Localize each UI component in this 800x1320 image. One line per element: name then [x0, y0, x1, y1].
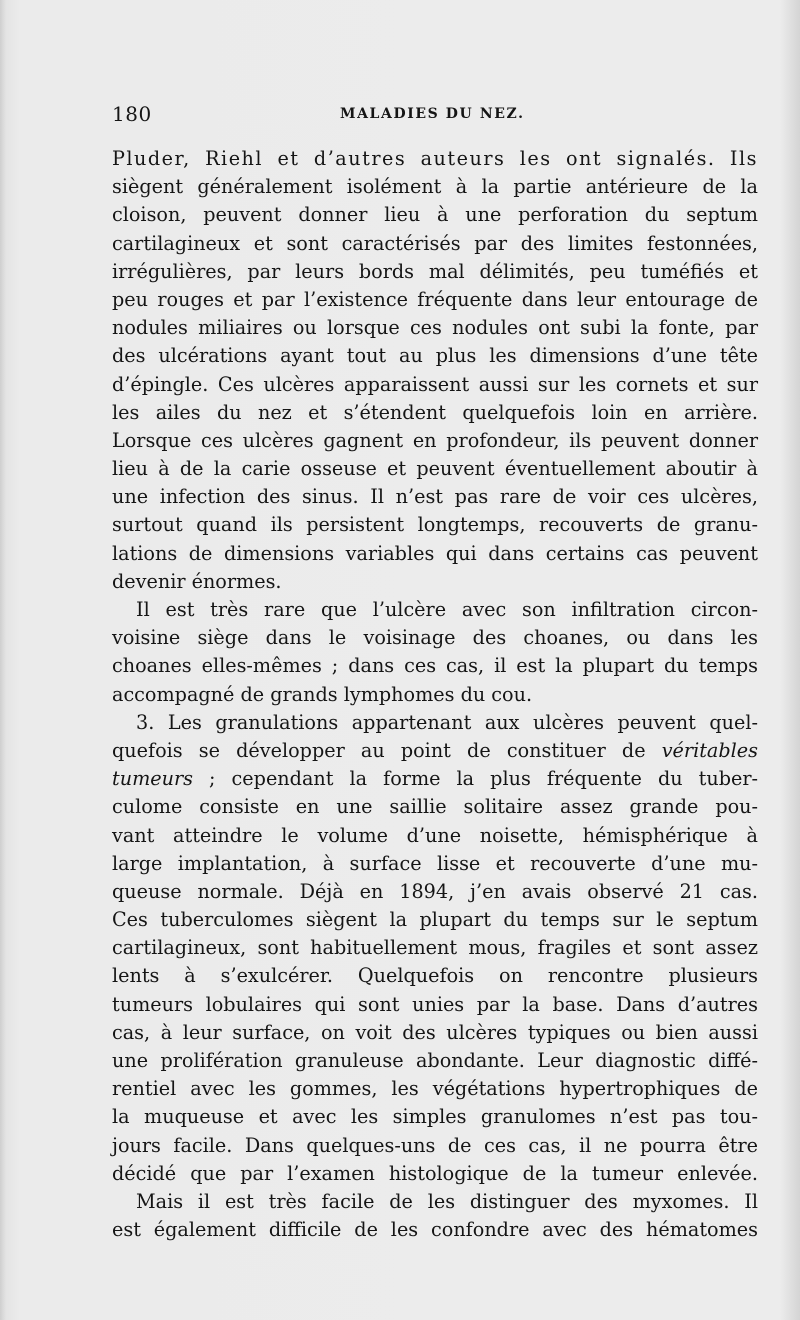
italic-term: véritables: [661, 738, 758, 762]
text-line: lents à s’exulcérer. Quelquefois on rencontre plusieurs: [112, 964, 758, 988]
text-line: devenir énormes.: [112, 569, 282, 593]
text-line: cloison, peuvent donner lieu à une perforation du septum: [112, 203, 758, 227]
running-head: [112, 100, 758, 130]
running-title: MALADIES DU NEZ.: [340, 106, 525, 122]
text-line: surtout quand ils persistent longtemps, recouverts de granu-: [112, 513, 758, 537]
text-line: Pluder, Riehl et d’autres auteurs les ont signalés. Ils: [112, 147, 758, 170]
text-line: culome consiste en une saillie solitaire assez grande pou-: [112, 795, 758, 819]
text-line: est également difficile de les confondre avec des hématomes: [112, 1218, 758, 1242]
text-run: quefois se développer au point de constituer de: [112, 738, 662, 762]
text-line: tumeurs lobulaires qui sont unies par la base. Dans d’autres: [112, 992, 758, 1016]
text-line: nodules miliaires ou lorsque ces nodules ont subi la fonte, par: [112, 316, 758, 340]
text-line: la muqueuse et avec les simples granulomes n’est pas tou-: [112, 1105, 758, 1129]
text-line: accompagné de grands lymphomes du cou.: [112, 682, 533, 706]
text-line: Mais il est très facile de les distinguer des myxomes. Il: [136, 1189, 758, 1213]
text-line: [112, 737, 758, 765]
text-line: les ailes du nez et s’étendent quelquefois loin en arrière.: [112, 400, 758, 424]
body-text: [112, 145, 758, 1244]
text-line: Ces tuberculomes siègent la plupart du temps sur le septum: [112, 908, 758, 932]
text-line: 3. Les granulations appartenant aux ulcères peuvent quel-: [136, 710, 758, 734]
page-number: 180: [112, 102, 152, 126]
text-line: jours facile. Dans quelques-uns de ces cas, il ne pourra être: [112, 1133, 758, 1157]
text-line: large implantation, à surface lisse et recouverte d’une mu-: [112, 851, 758, 875]
text-line: vant atteindre le volume d’une noisette, hémisphérique à: [112, 823, 758, 847]
text-line: [112, 765, 758, 793]
text-line: décidé que par l’examen histologique de la tumeur enlevée.: [112, 1161, 758, 1185]
text-line: siègent généralement isolément à la partie antérieure de la: [112, 175, 758, 199]
text-line: voisine siège dans le voisinage des choanes, ou dans les: [112, 626, 758, 650]
text-line: lieu à de la carie osseuse et peuvent éventuellement aboutir à: [112, 457, 758, 481]
text-line: rentiel avec les gommes, les végétations hypertrophiques de: [112, 1077, 758, 1101]
text-line: une infection des sinus. Il n’est pas rare de voir ces ulcères,: [112, 485, 758, 509]
text-line: d’épingle. Ces ulcères apparaissent aussi sur les cornets et sur: [112, 372, 758, 396]
text-run: ; cependant la forme la plus fréquente du tuber-: [193, 767, 758, 791]
text-line: des ulcérations ayant tout au plus les dimensions d’une tête: [112, 344, 758, 368]
text-line: lations de dimensions variables qui dans certains cas peuvent: [112, 541, 758, 565]
text-line: irrégulières, par leurs bords mal délimités, peu tuméfiés et: [112, 259, 758, 283]
text-line: peu rouges et par l’existence fréquente dans leur entourage de: [112, 287, 758, 311]
text-line: cas, à leur surface, on voit des ulcères typiques ou bien aussi: [112, 1020, 758, 1044]
text-line: choanes elles-mêmes ; dans ces cas, il est la plupart du temps: [112, 654, 758, 678]
text-line: Il est très rare que l’ulcère avec son infiltration circon-: [136, 598, 758, 621]
text-line: Lorsque ces ulcères gagnent en profondeur, ils peuvent donner: [112, 428, 758, 452]
text-line: cartilagineux et sont caractérisés par des limites festonnées,: [112, 231, 758, 255]
italic-term: tumeurs: [112, 767, 193, 791]
text-line: une prolifération granuleuse abondante. Leur diagnostic diffé-: [112, 1049, 758, 1072]
text-line: queuse normale. Déjà en 1894, j’en avais observé 21 cas.: [112, 879, 758, 903]
text-line: cartilagineux, sont habituellement mous, fragiles et sont assez: [112, 936, 758, 960]
